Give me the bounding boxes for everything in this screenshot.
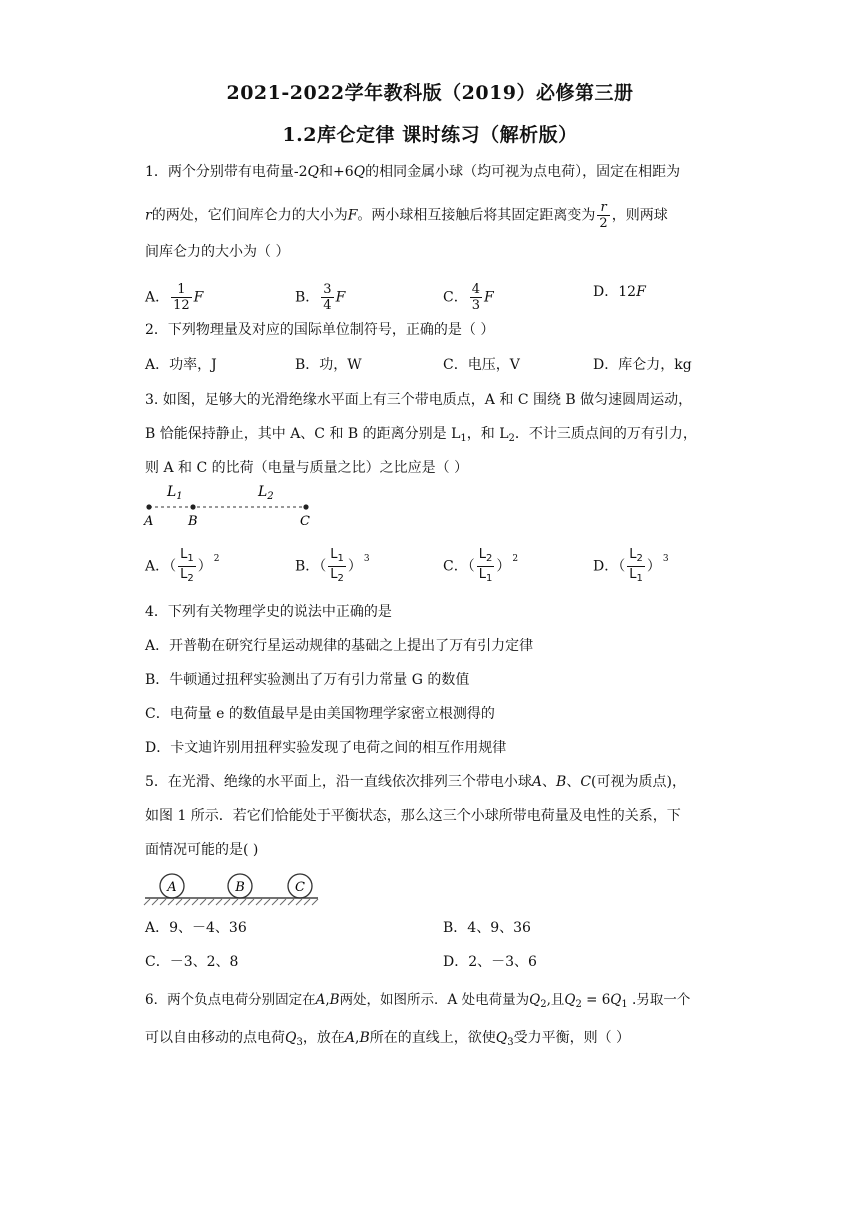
q5-ball-c-label: C: [295, 880, 305, 895]
q3-point-a: [146, 504, 151, 509]
q3-label-b: B: [188, 514, 198, 529]
q5-ball-a: [160, 874, 184, 898]
q5-line2: 如图 1 所示．若它们恰能处于平衡状态，那么这三个小球所带电荷量及电性的关系，下: [145, 808, 681, 824]
q3-line1: 3. 如图，足够大的光滑绝缘水平面上有三个带电质点，A 和 C 围绕 B 做匀速圆周运动，: [145, 392, 693, 408]
q3-label-a: A: [144, 514, 154, 529]
q1-line1: 1．两个分别带有电荷量-2Q和+6Q的相同金属小球（均可视为点电荷），固定在相距为: [145, 164, 681, 180]
q5-ground-hatching: [144, 899, 318, 905]
q4-stem: 4．下列有关物理学史的说法中正确的是: [145, 604, 392, 620]
q5-line3: 面情况可能的是( ): [145, 842, 259, 858]
q4-option-d[interactable]: D．卡文迪许别用扭秤实验发现了电荷之间的相互作用规律: [145, 740, 507, 756]
q5-option-d[interactable]: D．2、－3、6: [443, 954, 537, 970]
q3-label-l2: $L_2$: [258, 484, 274, 502]
q4-option-c[interactable]: C．电荷量 e 的数值最早是由美国物理学家密立根测得的: [145, 706, 495, 722]
q5-option-a[interactable]: A．9、－4、36: [145, 920, 247, 936]
q3-option-a[interactable]: A．（ $\frac{L_1}{L_2}$ ） $^2$: [145, 547, 220, 584]
q3-option-c[interactable]: C．（ $\frac{L_2}{L_1}$ ） $^2$: [443, 547, 519, 584]
q5-ball-b: [228, 874, 252, 898]
q1-option-c[interactable]: C． $\frac{4}{3}$ F: [443, 282, 494, 313]
q2-stem: 2．下列物理量及对应的国际单位制符号，正确的是（ ）: [145, 322, 495, 338]
q2-option-a[interactable]: A．功率，J: [145, 357, 217, 373]
q5-line1: 5．在光滑、绝缘的水平面上，沿一直线依次排列三个带电小球A、B、C(可视为质点)，: [145, 774, 686, 790]
q3-option-d[interactable]: D．（ $\frac{L_2}{L_1}$ ） $^3$: [593, 547, 669, 584]
q3-label-l1: $L_1$: [167, 484, 183, 502]
q3-point-c: [303, 504, 308, 509]
q1-distance-fraction: $\frac{r}{2}$: [599, 200, 608, 231]
q1-option-a[interactable]: A． $\frac{1}{12}$ F: [145, 282, 204, 313]
q3-option-b[interactable]: B．（ $\frac{L_1}{L_2}$ ） $^3$: [295, 547, 370, 584]
document-subtitle: 1.2库仑定律 课时练习（解析版）: [282, 124, 578, 146]
q5-option-c[interactable]: C．－3、2、8: [145, 954, 239, 970]
q1-option-b[interactable]: B． $\frac{3}{4}$ F: [295, 282, 346, 313]
q2-option-c[interactable]: C．电压，V: [443, 357, 520, 373]
q4-option-a[interactable]: A．开普勒在研究行星运动规律的基础之上提出了万有引力定律: [145, 638, 534, 654]
q3-label-c: C: [300, 514, 310, 529]
q6-line1: 6．两个负点电荷分别固定在A,B两处，如图所示．A 处电荷量为$Q_2$,且$Q_2 = 6Q_1$ .另取一个: [145, 992, 691, 1010]
q1-option-d[interactable]: D．12F: [593, 284, 646, 300]
q1-line3: 间库仑力的大小为（ ）: [145, 244, 290, 260]
q3-line2: B 恰能保持静止，其中 A、C 和 B 的距离分别是 $L_1$，和 $L_2$．不计三质点间的万有引力，: [145, 426, 697, 444]
q5-option-b[interactable]: B．4、9、36: [443, 920, 531, 936]
q2-option-d[interactable]: D．库仑力，kg: [593, 357, 692, 373]
q6-line2: 可以自由移动的点电荷$Q_3$，放在A,B所在的直线上，欲使$Q_3$受力平衡，则（ ）: [145, 1030, 631, 1048]
q5-ball-a-label: A: [167, 880, 177, 895]
q3-line3: 则 A 和 C 的比荷（电量与质量之比）之比应是（ ）: [145, 460, 469, 476]
q5-ball-c: [288, 874, 312, 898]
q1-line2: r的两处，它们间库仑力的大小为F。两小球相互接触后将其固定距离变为 $\frac{r}{2}$ ，则两球: [145, 200, 668, 231]
q3-point-b: [190, 504, 195, 509]
q2-option-b[interactable]: B．功，W: [295, 357, 362, 373]
q5-ball-b-label: B: [235, 880, 245, 895]
q4-option-b[interactable]: B．牛顿通过扭秤实验测出了万有引力常量 G 的数值: [145, 672, 470, 688]
document-title: 2021-2022学年教科版（2019）必修第三册: [226, 82, 634, 104]
